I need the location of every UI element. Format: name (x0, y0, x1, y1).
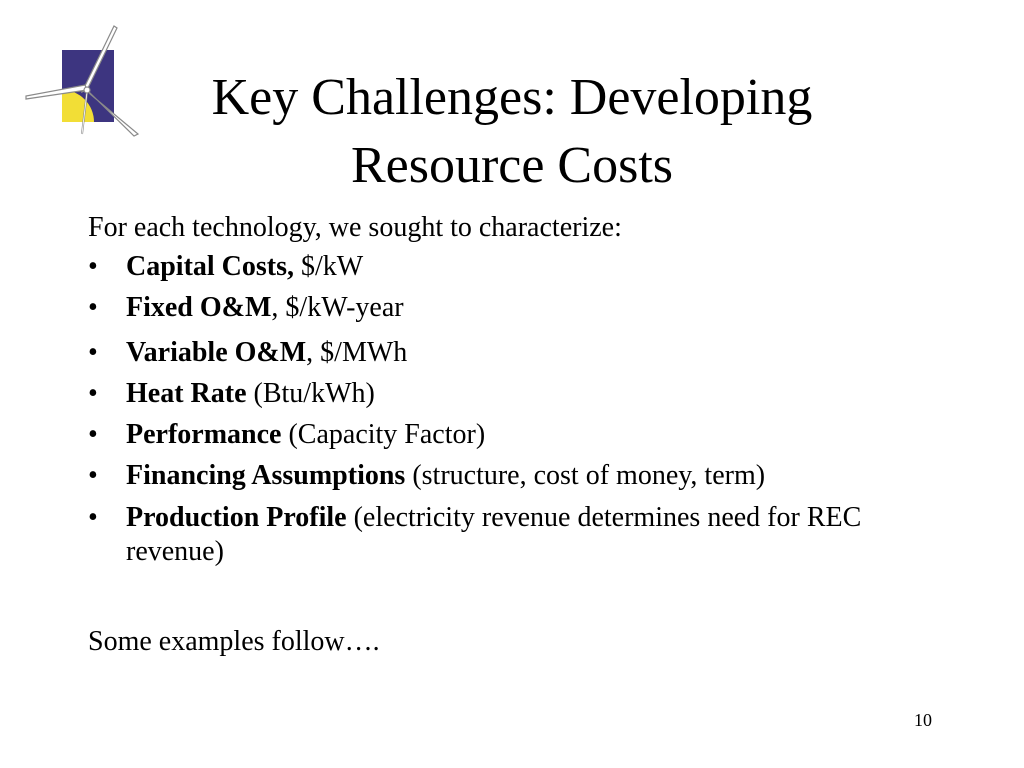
item-detail: (structure, cost of money, term) (405, 460, 766, 491)
page-number: 10 (914, 710, 932, 730)
item-term: Fixed O&M (126, 292, 272, 323)
list-item (88, 292, 928, 324)
slide-title (120, 64, 904, 200)
list-item (88, 460, 928, 492)
item-term: Variable O&M (126, 337, 307, 368)
list-item (88, 501, 928, 569)
slide-title-line-2: Resource Costs (350, 137, 674, 194)
closing-text: Some examples follow…. (88, 626, 380, 657)
item-detail: , $/kW-year (271, 292, 404, 323)
item-detail: (electricity revenue determines need for REC revenue) (126, 502, 862, 567)
item-term: Production Profile (126, 502, 347, 533)
list-item (88, 251, 928, 283)
intro-text: For each technology, we sought to characterize: (88, 212, 622, 243)
slide-title-line-1: Key Challenges: Developing (211, 69, 813, 126)
bullet-marker: • (88, 460, 98, 491)
list-item (88, 419, 928, 451)
bullet-marker: • (88, 337, 98, 368)
bullet-list (88, 251, 928, 578)
bullet-marker: • (88, 292, 98, 323)
bullet-marker: • (88, 502, 98, 533)
bullet-marker: • (88, 378, 98, 409)
list-item (88, 337, 928, 369)
item-term: Heat Rate (126, 378, 247, 409)
item-detail: (Btu/kWh) (246, 378, 375, 409)
item-detail: , $/MWh (306, 337, 408, 368)
list-item (88, 378, 928, 410)
item-detail: (Capacity Factor) (281, 419, 486, 450)
item-term: Capital Costs, (126, 251, 295, 282)
bullet-marker: • (88, 419, 98, 450)
item-detail: $/kW (294, 251, 364, 282)
bullet-marker: • (88, 251, 98, 282)
item-term: Performance (126, 419, 282, 450)
item-term: Financing Assumptions (126, 460, 406, 491)
